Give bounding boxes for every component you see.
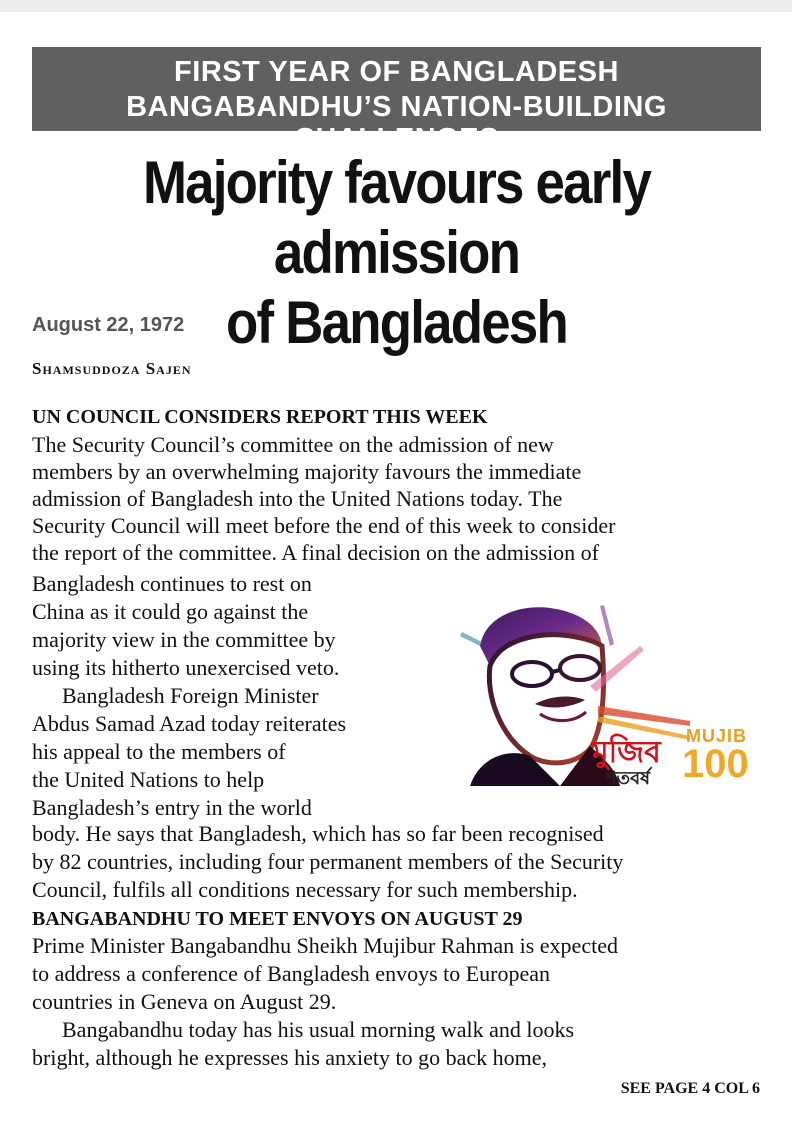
logo-english-name: MUJIB	[686, 726, 748, 746]
body-line: Bangladesh’s entry in the world	[32, 795, 312, 820]
banner-line-2: BANGABANDHU’S NATION-BUILDING CHALLENGES	[126, 91, 667, 155]
body-line: Prime Minister Bangabandhu Sheikh Mujibur Rahman is expected	[32, 933, 618, 958]
body-line: bright, although he expresses his anxiety to go back home,	[32, 1045, 548, 1070]
body-line: admission of Bangladesh into the United Nations today. The	[32, 486, 563, 511]
body-line: members by an overwhelming majority favours the immediate	[32, 459, 582, 484]
subhead-un-council: UN COUNCIL CONSIDERS REPORT THIS WEEK	[32, 406, 488, 428]
body-line: the United Nations to help	[32, 767, 265, 792]
headline-line-1: Majority favours early admission	[142, 149, 651, 286]
continuation-note: SEE PAGE 4 COL 6	[620, 1080, 760, 1097]
body-line: body. He says that Bangladesh, which has so far been recognised	[32, 821, 604, 846]
body-line: The Security Council’s committee on the admission of new	[32, 432, 554, 457]
body-line: the report of the committee. A final decision on the admission of	[32, 540, 599, 565]
body-line: China as it could go against the	[32, 599, 309, 624]
mujib-100-logo	[440, 586, 761, 805]
body-line: Security Council will meet before the end of this week to consider	[32, 513, 616, 538]
body-line: Bangabandhu today has his usual morning walk and looks	[62, 1017, 575, 1042]
logo-english-number: 100	[682, 742, 749, 786]
body-line: Bangladesh Foreign Minister	[62, 683, 319, 708]
byline: Shamsuddoza Sajen	[32, 359, 192, 378]
banner-line-1: FIRST YEAR OF BANGLADESH	[174, 56, 619, 88]
section-banner	[32, 47, 761, 155]
top-strip	[0, 0, 792, 12]
logo-bangla-name: মুজিব	[592, 735, 661, 770]
body-line: Abdus Samad Azad today reiterates	[32, 711, 347, 736]
body-line: Bangladesh continues to rest on	[32, 571, 312, 596]
body-line: his appeal to the members of	[32, 739, 286, 764]
body-line: to address a conference of Bangladesh envoys to European	[32, 961, 551, 986]
body-line: majority view in the committee by	[32, 627, 336, 652]
body-line: by 82 countries, including four permanent members of the Security	[32, 849, 624, 874]
body-line: Council, fulfils all conditions necessary for such membership.	[32, 877, 578, 902]
body-line: countries in Geneva on August 29.	[32, 989, 337, 1014]
subhead-envoys: BANGABANDHU TO MEET ENVOYS ON AUGUST 29	[32, 908, 523, 930]
logo-bangla-year: শতবর্ষ	[606, 768, 651, 789]
body-line: using its hitherto unexercised veto.	[32, 655, 340, 680]
headline-line-2: of Bangladesh	[226, 289, 567, 356]
dateline: August 22, 1972	[32, 314, 185, 336]
